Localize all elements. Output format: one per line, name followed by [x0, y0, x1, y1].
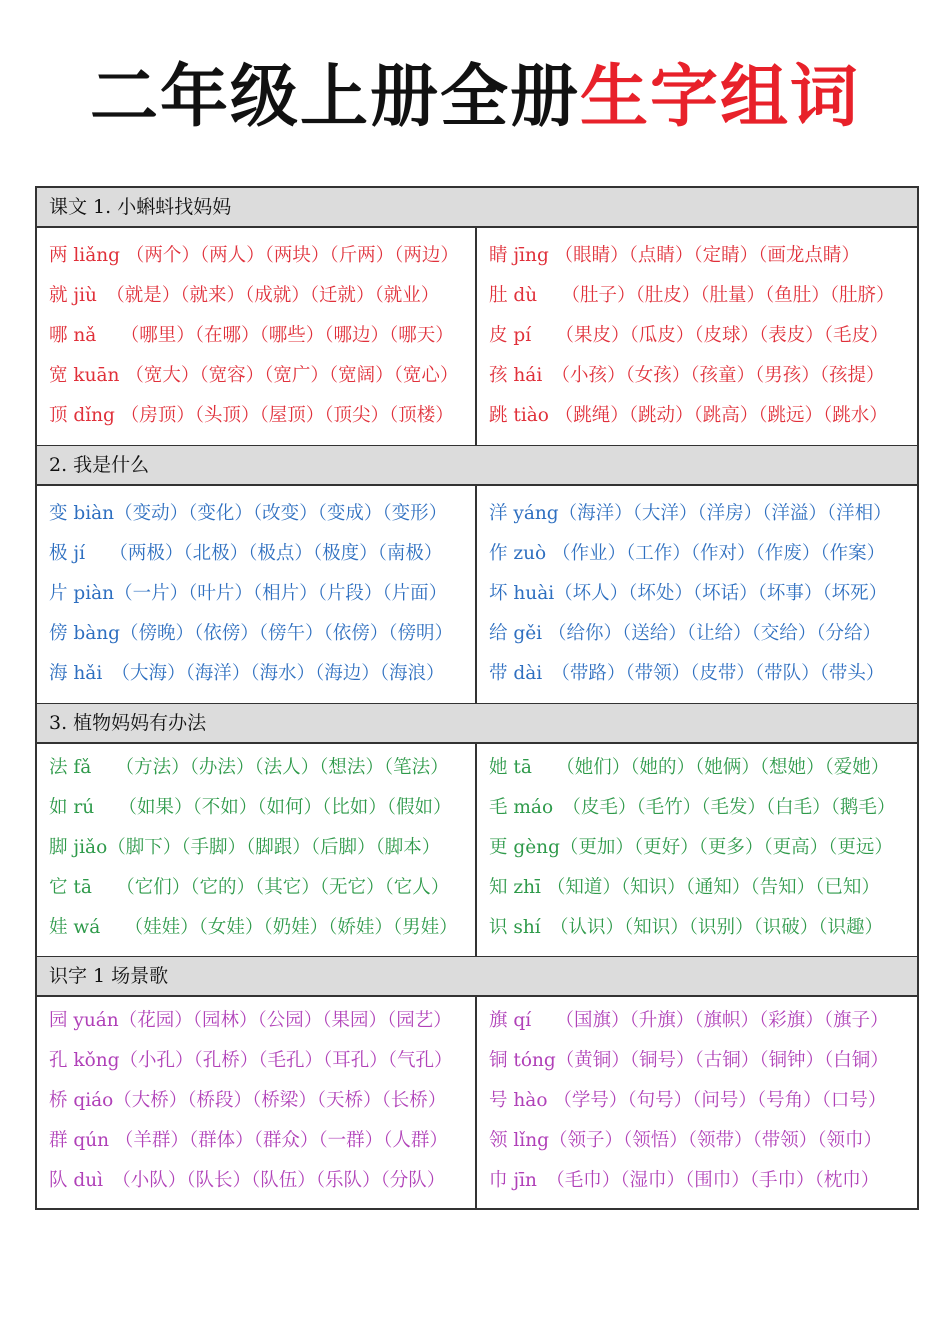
section-body: [37, 228, 917, 445]
word-row: 她 tā （她们）（她的）（她俩）（想她）（爱她）: [489, 757, 890, 778]
word-row: 更 gèng（更加）（更好）（更多）（更高）（更远）: [489, 837, 893, 858]
left-column: [37, 486, 477, 703]
left-column: [37, 744, 477, 956]
word-row: 领 lǐng（领子）（领悟）（领带）（带领）（领巾）: [489, 1130, 882, 1151]
section-lesson3: [37, 704, 917, 956]
word-row: 脚 jiǎo（脚下）（手脚）（脚跟）（后脚）（脚本）: [49, 837, 441, 858]
section-body: [37, 997, 917, 1208]
word-row: 跳 tiào （跳绳）（跳动）（跳高）（跳远）（跳水）: [489, 405, 888, 426]
section-lesson2: [37, 446, 917, 703]
section-body: [37, 486, 917, 703]
word-row: 它 tā （它们）（它的）（其它）（无它）（它人）: [49, 877, 450, 898]
word-row: 变 biàn（变动）（变化）（改变）（变成）（变形）: [49, 503, 448, 524]
section-body: [37, 744, 917, 956]
word-row: 旗 qí （国旗）（升旗）（旗帜）（彩旗）（旗子）: [489, 1010, 889, 1031]
word-row: 队 duì （小队）（队长）（队伍）（乐队）（分队）: [49, 1170, 446, 1191]
word-row: 就 jiù （就是）（就来）（成就）（迁就）（就业）: [49, 285, 440, 306]
section-heading: 识字 1 场景歌: [37, 957, 917, 997]
word-row: 知 zhī （知道）（知识）（通知）（告知）（已知）: [489, 877, 880, 898]
word-row: 顶 dǐng （房顶）（头顶）（屋顶）（顶尖）（顶楼）: [49, 405, 454, 426]
word-row: 洋 yáng（海洋）（大洋）（洋房）（洋溢）（洋相）: [489, 503, 892, 524]
right-column: [477, 228, 917, 445]
word-row: 孔 kǒng（小孔）（孔桥）（毛孔）（耳孔）（气孔）: [49, 1050, 453, 1071]
word-row: 识 shí （认识）（知识）（识别）（识破）（识趣）: [489, 917, 883, 938]
word-row: 皮 pí （果皮）（瓜皮）（皮球）（表皮）（毛皮）: [489, 325, 889, 346]
word-row: 毛 máo （皮毛）（毛竹）（毛发）（白毛）（鹅毛）: [489, 797, 896, 818]
word-row: 园 yuán（花园）（园林）（公园）（果园）（园艺）: [49, 1010, 452, 1031]
word-row: 坏 huài（坏人）（坏处）（坏话）（坏事）（坏死）: [489, 583, 888, 604]
title-black: 二年级上册全册: [89, 58, 580, 137]
right-column: [477, 744, 917, 956]
title-red: 生字组词: [580, 58, 861, 137]
word-row: 片 piàn（一片）（叶片）（相片）（片段）（片面）: [49, 583, 448, 604]
word-row: 带 dài （带路）（带领）（皮带）（带队）（带头）: [489, 663, 885, 684]
word-row: 群 qún （羊群）（群体）（群众）（一群）（人群）: [49, 1130, 448, 1151]
word-row: 巾 jīn （毛巾）（湿巾）（围巾）（手巾）（枕巾）: [489, 1170, 880, 1191]
section-lesson1: [37, 188, 917, 445]
word-row: 法 fǎ （方法）（办法）（法人）（想法）（笔法）: [49, 757, 449, 778]
section-heading: 课文 1. 小蝌蚪找妈妈: [37, 188, 917, 228]
word-row: 娃 wá （娃娃）（女娃）（奶娃）（娇娃）（男娃）: [49, 917, 458, 938]
section-heading: 3. 植物妈妈有办法: [37, 704, 917, 744]
word-row: 如 rú （如果）（不如）（如何）（比如）（假如）: [49, 797, 452, 818]
word-row: 极 jí （两极）（北极）（极点）（极度）（南极）: [49, 543, 443, 564]
word-row: 两 liǎng （两个）（两人）（两块）（斤两）（两边）: [49, 245, 459, 266]
word-row: 肚 dù （肚子）（肚皮）（肚量）（鱼肚）（肚脐）: [489, 285, 895, 306]
section-heading: 2. 我是什么: [37, 446, 917, 486]
left-column: [37, 228, 477, 445]
word-row: 给 gěi （给你）（送给）（让给）（交给）（分给）: [489, 623, 881, 644]
word-row: 号 hào （学号）（句号）（问号）（号角）（口号）: [489, 1090, 887, 1111]
word-row: 桥 qiáo（大桥）（桥段）（桥梁）（天桥）（长桥）: [49, 1090, 447, 1111]
left-column: [37, 997, 477, 1208]
word-row: 作 zuò （作业）（工作）（作对）（作废）（作案）: [489, 543, 886, 564]
word-row: 宽 kuān （宽大）（宽容）（宽广）（宽阔）（宽心）: [49, 365, 459, 386]
section-literacy1: [37, 957, 917, 1208]
vocab-table: [35, 186, 919, 1210]
page-title: [0, 58, 950, 138]
right-column: [477, 486, 917, 703]
right-column: [477, 997, 917, 1208]
word-row: 海 hǎi （大海）（海洋）（海水）（海边）（海浪）: [49, 663, 445, 684]
word-row: 傍 bàng（傍晚）（依傍）（傍午）（依傍）（傍明）: [49, 623, 454, 644]
word-row: 铜 tóng（黄铜）（铜号）（古铜）（铜钟）（白铜）: [489, 1050, 889, 1071]
word-row: 孩 hái （小孩）（女孩）（孩童）（男孩）（孩提）: [489, 365, 885, 386]
word-row: 睛 jīng （眼睛）（点睛）（定睛）（画龙点睛）: [489, 245, 860, 266]
word-row: 哪 nǎ （哪里）（在哪）（哪些）（哪边）（哪天）: [49, 325, 454, 346]
